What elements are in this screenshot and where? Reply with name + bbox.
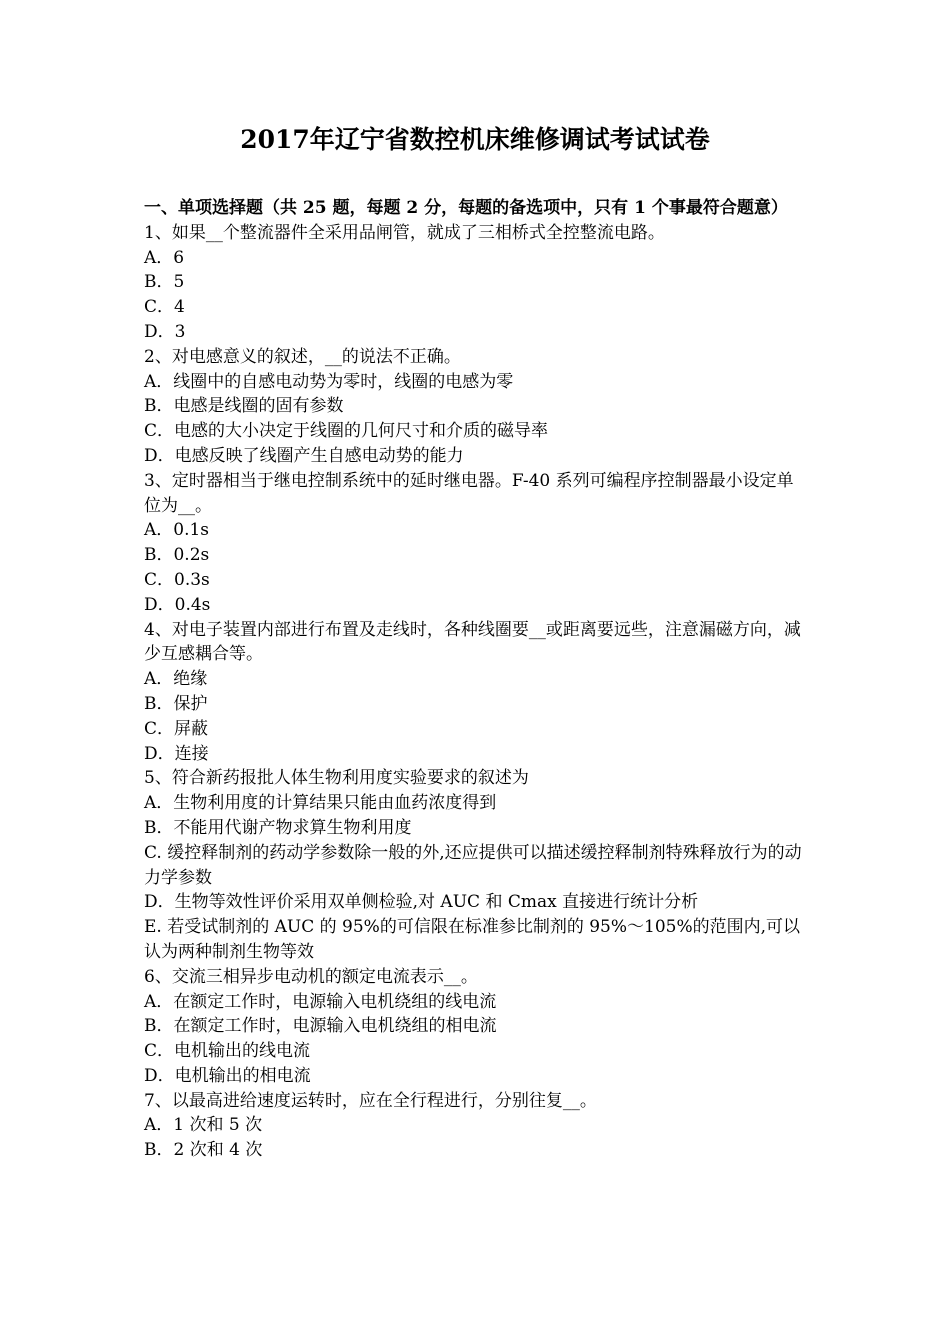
option: C. 缓控释制剂的药动学参数除一般的外,还应提供可以描述缓控释制剂特殊释放行为的动力学参数 xyxy=(144,842,802,888)
option: B．保护 xyxy=(144,693,208,714)
question-6 xyxy=(144,965,810,1089)
question-text: 1、如果__个整流器件全采用品闸管，就成了三相桥式全控整流电路。 xyxy=(144,222,665,243)
option: D．0.4s xyxy=(144,594,211,615)
question-4 xyxy=(144,618,810,767)
option: C．电机输出的线电流 xyxy=(144,1041,311,1062)
question-3 xyxy=(144,469,810,618)
option: C．电感的大小决定于线圈的几何尺寸和介质的磁导率 xyxy=(144,421,549,442)
question-text: 6、交流三相异步电动机的额定电流表示__。 xyxy=(144,966,478,987)
option: E. 若受试制剂的 AUC 的 95%的可信限在标准参比制剂的 95%～105%的范围内,可以认为两种制剂生物等效 xyxy=(144,917,801,962)
option: D．生物等效性评价采用双单侧检验,对 AUC 和 Cmax 直接进行统计分析 xyxy=(144,892,699,913)
question-text: 3、定时器相当于继电控制系统中的延时继电器。F-40 系列可编程序控制器最小设定单位为__。 xyxy=(144,470,794,516)
option: B．不能用代谢产物求算生物利用度 xyxy=(144,817,412,838)
option: C．4 xyxy=(144,297,185,318)
option: B．0.2s xyxy=(144,545,210,566)
option: C．屏蔽 xyxy=(144,718,209,739)
option: D．电机输出的相电流 xyxy=(144,1065,311,1086)
document-title: 2017年辽宁省数控机床维修调试考试试卷 xyxy=(240,125,710,154)
option: B．电感是线圈的固有参数 xyxy=(144,396,344,417)
option: D．电感反映了线圈产生自感电动势的能力 xyxy=(144,445,464,466)
option: D．连接 xyxy=(144,743,209,764)
option: B．在额定工作时，电源输入电机绕组的相电流 xyxy=(144,1016,497,1037)
option: A．1 次和 5 次 xyxy=(144,1115,263,1136)
question-text: 4、对电子装置内部进行布置及走线时，各种线圈要__或距离要远些，注意漏磁方向，减少互感耦合等。 xyxy=(144,619,801,665)
option: A．0.1s xyxy=(144,520,210,541)
question-text: 2、对电感意义的叙述，__的说法不正确。 xyxy=(144,346,461,367)
option: A．生物利用度的计算结果只能由血药浓度得到 xyxy=(144,793,497,814)
option: B．5 xyxy=(144,272,185,293)
option: C．0.3s xyxy=(144,569,210,590)
option: A．线圈中的自感电动势为零时，线圈的电感为零 xyxy=(144,371,514,392)
question-text: 7、以最高进给速度运转时，应在全行程进行，分别往复__。 xyxy=(144,1090,597,1111)
question-text: 5、符合新药报批人体生物利用度实验要求的叙述为 xyxy=(144,768,529,789)
option: A．6 xyxy=(144,247,185,268)
question-7 xyxy=(144,1089,810,1163)
option: B．2 次和 4 次 xyxy=(144,1140,263,1161)
option: A．在额定工作时，电源输入电机绕组的线电流 xyxy=(144,991,497,1012)
option: D．3 xyxy=(144,321,186,342)
option: A．绝缘 xyxy=(144,669,208,690)
section-heading: 一、单项选择题（共 25 题，每题 2 分，每题的备选项中，只有 1 个事最符合题意） xyxy=(144,198,788,218)
question-2 xyxy=(144,345,810,469)
question-5 xyxy=(144,766,810,964)
exam-content xyxy=(144,196,810,1163)
question-1 xyxy=(144,221,810,345)
